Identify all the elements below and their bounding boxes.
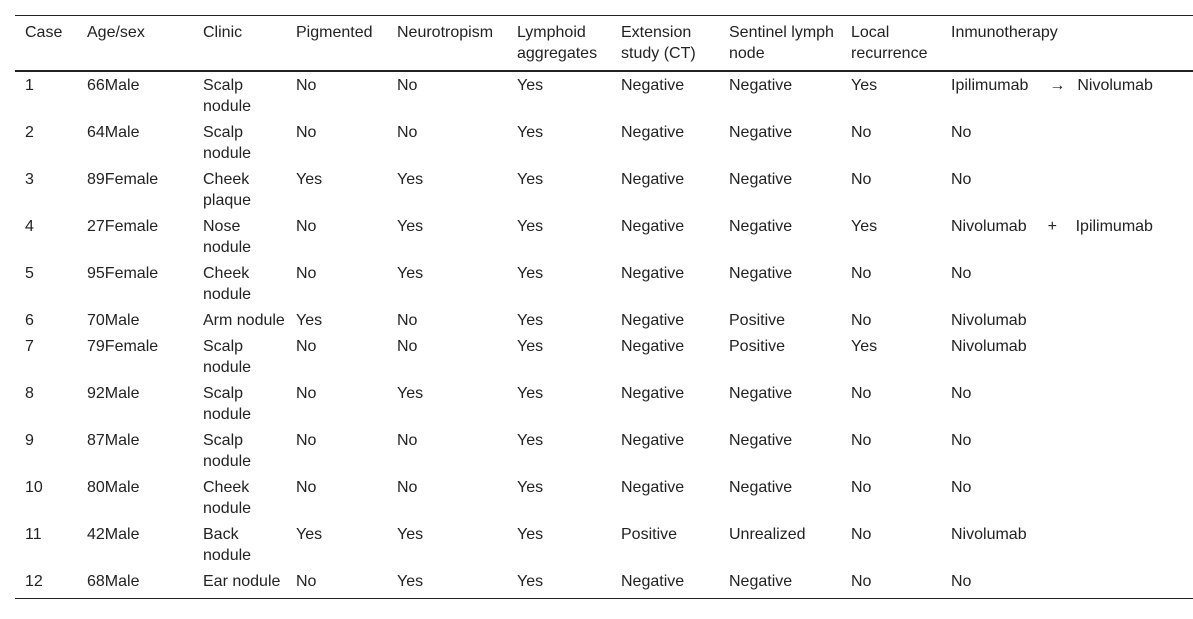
cell-sentinel-lymph-node: Unrealized <box>729 526 806 543</box>
cell-case: 1 <box>25 77 34 94</box>
cell-age-sex: 87Male <box>87 432 140 449</box>
cell-extension-study: Negative <box>621 77 685 94</box>
cell-lymphoid-aggregates: Yes <box>517 573 544 590</box>
cell-inmunotherapy <box>941 521 1193 568</box>
cell-pigmented: Yes <box>296 526 323 543</box>
cell-sentinel-lymph-node: Negative <box>729 479 793 496</box>
inmunotherapy-regimen <box>951 169 1193 190</box>
cell-sentinel-lymph-node: Negative <box>729 124 793 141</box>
header-sentinel-lymph-node: Sentinel lymph node <box>729 24 834 62</box>
cell-lymphoid-aggregates: Yes <box>517 479 544 496</box>
inmunotherapy-drug-2: Nivolumab <box>1077 77 1153 94</box>
cell-sentinel-lymph-node: Positive <box>729 338 786 355</box>
cell-case: 8 <box>25 385 34 402</box>
cell-local-recurrence: No <box>851 171 872 188</box>
inmunotherapy-drug-1: Ipilimumab <box>951 77 1029 94</box>
table-row <box>15 307 1193 333</box>
cell-neurotropism: Yes <box>397 385 424 402</box>
inmunotherapy-regimen <box>951 216 1193 237</box>
cell-pigmented: No <box>296 265 317 282</box>
header-clinic: Clinic <box>203 24 243 41</box>
cell-case: 4 <box>25 218 34 235</box>
cell-neurotropism: Yes <box>397 573 424 590</box>
cell-sentinel-lymph-node: Negative <box>729 432 793 449</box>
cell-lymphoid-aggregates: Yes <box>517 526 544 543</box>
header-case: Case <box>25 24 63 41</box>
cell-pigmented: No <box>296 385 317 402</box>
cell-pigmented: No <box>296 124 317 141</box>
cell-neurotropism: No <box>397 124 418 141</box>
cell-age-sex: 27Female <box>87 218 159 235</box>
header-age-sex: Age/sex <box>87 24 145 41</box>
cell-inmunotherapy <box>941 474 1193 521</box>
cell-local-recurrence: No <box>851 573 872 590</box>
cases-table <box>15 15 1193 599</box>
cell-clinic: Scalp nodule <box>203 432 252 470</box>
cell-local-recurrence: No <box>851 432 872 449</box>
inmunotherapy-regimen <box>951 477 1193 498</box>
cell-lymphoid-aggregates: Yes <box>517 124 544 141</box>
cell-pigmented: No <box>296 218 317 235</box>
cell-inmunotherapy <box>941 307 1193 333</box>
cell-local-recurrence: Yes <box>851 338 878 355</box>
header-neurotropism: Neurotropism <box>397 24 494 41</box>
cell-lymphoid-aggregates: Yes <box>517 77 544 94</box>
inmunotherapy-drug-1: No <box>951 385 972 402</box>
cell-age-sex: 89Female <box>87 171 159 188</box>
cell-age-sex: 64Male <box>87 124 140 141</box>
cell-lymphoid-aggregates: Yes <box>517 338 544 355</box>
table-row <box>15 71 1193 119</box>
table-row <box>15 568 1193 599</box>
cell-extension-study: Negative <box>621 479 685 496</box>
header-lymphoid-aggregates: Lymphoid aggregates <box>517 24 598 62</box>
cell-extension-study: Negative <box>621 385 685 402</box>
cell-clinic: Ear nodule <box>203 573 281 590</box>
cell-neurotropism: Yes <box>397 218 424 235</box>
inmunotherapy-drug-1: No <box>951 479 972 496</box>
cell-inmunotherapy <box>941 213 1193 260</box>
cell-neurotropism: No <box>397 479 418 496</box>
inmunotherapy-regimen <box>951 430 1193 451</box>
cell-pigmented: No <box>296 338 317 355</box>
cell-inmunotherapy <box>941 568 1193 599</box>
cell-neurotropism: No <box>397 338 418 355</box>
cell-sentinel-lymph-node: Negative <box>729 385 793 402</box>
cell-local-recurrence: No <box>851 526 872 543</box>
cell-inmunotherapy <box>941 427 1193 474</box>
cell-local-recurrence: No <box>851 312 872 329</box>
cell-sentinel-lymph-node: Negative <box>729 218 793 235</box>
cell-extension-study: Negative <box>621 573 685 590</box>
table-row <box>15 427 1193 474</box>
table-row <box>15 521 1193 568</box>
cell-inmunotherapy <box>941 333 1193 380</box>
table-row <box>15 333 1193 380</box>
cell-lymphoid-aggregates: Yes <box>517 265 544 282</box>
inmunotherapy-drug-1: Nivolumab <box>951 312 1027 329</box>
cell-extension-study: Negative <box>621 218 685 235</box>
cell-local-recurrence: Yes <box>851 218 878 235</box>
cell-clinic: Cheek nodule <box>203 265 252 303</box>
cell-age-sex: 66Male <box>87 77 140 94</box>
header-pigmented: Pigmented <box>296 24 373 41</box>
inmunotherapy-regimen <box>951 524 1193 545</box>
cell-age-sex: 68Male <box>87 573 140 590</box>
cell-extension-study: Negative <box>621 124 685 141</box>
cell-lymphoid-aggregates: Yes <box>517 312 544 329</box>
inmunotherapy-drug-2: Ipilimumab <box>1075 218 1153 235</box>
cell-case: 12 <box>25 573 43 590</box>
cell-extension-study: Negative <box>621 312 685 329</box>
inmunotherapy-drug-1: Nivolumab <box>951 526 1027 543</box>
cell-age-sex: 95Female <box>87 265 159 282</box>
inmunotherapy-regimen <box>951 336 1193 357</box>
cell-extension-study: Positive <box>621 526 678 543</box>
cell-clinic: Scalp nodule <box>203 77 252 115</box>
cell-inmunotherapy <box>941 71 1193 119</box>
cell-clinic: Nose nodule <box>203 218 252 256</box>
cell-sentinel-lymph-node: Negative <box>729 171 793 188</box>
inmunotherapy-regimen <box>951 571 1193 592</box>
cell-inmunotherapy <box>941 119 1193 166</box>
cell-neurotropism: No <box>397 77 418 94</box>
cell-local-recurrence: No <box>851 265 872 282</box>
cell-clinic: Scalp nodule <box>203 124 252 162</box>
cell-lymphoid-aggregates: Yes <box>517 432 544 449</box>
cell-local-recurrence: No <box>851 385 872 402</box>
cell-inmunotherapy <box>941 380 1193 427</box>
cell-clinic: Scalp nodule <box>203 338 252 376</box>
inmunotherapy-drug-1: Nivolumab <box>951 338 1027 355</box>
table-row <box>15 474 1193 521</box>
cell-age-sex: 42Male <box>87 526 140 543</box>
cell-neurotropism: No <box>397 312 418 329</box>
table-row <box>15 166 1193 213</box>
inmunotherapy-drug-1: Nivolumab <box>951 218 1027 235</box>
table-row <box>15 260 1193 307</box>
table-body <box>15 71 1193 599</box>
header-extension-study: Extension study (CT) <box>621 24 696 62</box>
inmunotherapy-drug-1: No <box>951 171 972 188</box>
cell-lymphoid-aggregates: Yes <box>517 218 544 235</box>
cell-extension-study: Negative <box>621 432 685 449</box>
cell-sentinel-lymph-node: Positive <box>729 312 786 329</box>
cell-case: 2 <box>25 124 34 141</box>
cell-sentinel-lymph-node: Negative <box>729 265 793 282</box>
cases-table-container <box>15 15 1193 599</box>
cell-case: 6 <box>25 312 34 329</box>
cell-clinic: Cheek nodule <box>203 479 252 517</box>
cell-age-sex: 80Male <box>87 479 140 496</box>
cell-neurotropism: Yes <box>397 526 424 543</box>
cell-neurotropism: Yes <box>397 265 424 282</box>
cell-case: 10 <box>25 479 43 496</box>
cell-neurotropism: Yes <box>397 171 424 188</box>
table-header-row <box>15 16 1193 72</box>
cell-inmunotherapy <box>941 166 1193 213</box>
arrow-right-icon: → <box>1049 77 1066 94</box>
plus-icon: + <box>1047 218 1057 235</box>
cell-case: 9 <box>25 432 34 449</box>
table-row <box>15 119 1193 166</box>
cell-clinic: Scalp nodule <box>203 385 252 423</box>
cell-case: 5 <box>25 265 34 282</box>
cell-clinic: Cheek plaque <box>203 171 252 209</box>
cell-extension-study: Negative <box>621 171 685 188</box>
cell-pigmented: No <box>296 573 317 590</box>
cell-clinic: Back nodule <box>203 526 252 564</box>
inmunotherapy-drug-1: No <box>951 573 972 590</box>
table-row <box>15 213 1193 260</box>
table-row <box>15 380 1193 427</box>
cell-case: 3 <box>25 171 34 188</box>
cell-age-sex: 70Male <box>87 312 140 329</box>
cell-extension-study: Negative <box>621 338 685 355</box>
cell-local-recurrence: No <box>851 124 872 141</box>
cell-case: 7 <box>25 338 34 355</box>
cell-local-recurrence: No <box>851 479 872 496</box>
cell-sentinel-lymph-node: Negative <box>729 77 793 94</box>
cell-sentinel-lymph-node: Negative <box>729 573 793 590</box>
cell-pigmented: No <box>296 432 317 449</box>
inmunotherapy-drug-1: No <box>951 432 972 449</box>
cell-lymphoid-aggregates: Yes <box>517 385 544 402</box>
cell-lymphoid-aggregates: Yes <box>517 171 544 188</box>
cell-clinic: Arm nodule <box>203 312 285 329</box>
inmunotherapy-regimen <box>951 75 1193 96</box>
cell-age-sex: 79Female <box>87 338 159 355</box>
header-inmunotherapy: Inmunotherapy <box>951 24 1058 41</box>
cell-pigmented: No <box>296 479 317 496</box>
inmunotherapy-regimen <box>951 263 1193 284</box>
cell-case: 11 <box>25 526 42 543</box>
inmunotherapy-regimen <box>951 310 1193 331</box>
inmunotherapy-regimen <box>951 383 1193 404</box>
cell-local-recurrence: Yes <box>851 77 878 94</box>
cell-extension-study: Negative <box>621 265 685 282</box>
header-local-recurrence: Local recurrence <box>851 24 928 62</box>
inmunotherapy-drug-1: No <box>951 265 972 282</box>
cell-age-sex: 92Male <box>87 385 140 402</box>
cell-pigmented: Yes <box>296 171 323 188</box>
cell-pigmented: No <box>296 77 317 94</box>
inmunotherapy-regimen <box>951 122 1193 143</box>
inmunotherapy-drug-1: No <box>951 124 972 141</box>
cell-pigmented: Yes <box>296 312 323 329</box>
cell-inmunotherapy <box>941 260 1193 307</box>
cell-neurotropism: No <box>397 432 418 449</box>
